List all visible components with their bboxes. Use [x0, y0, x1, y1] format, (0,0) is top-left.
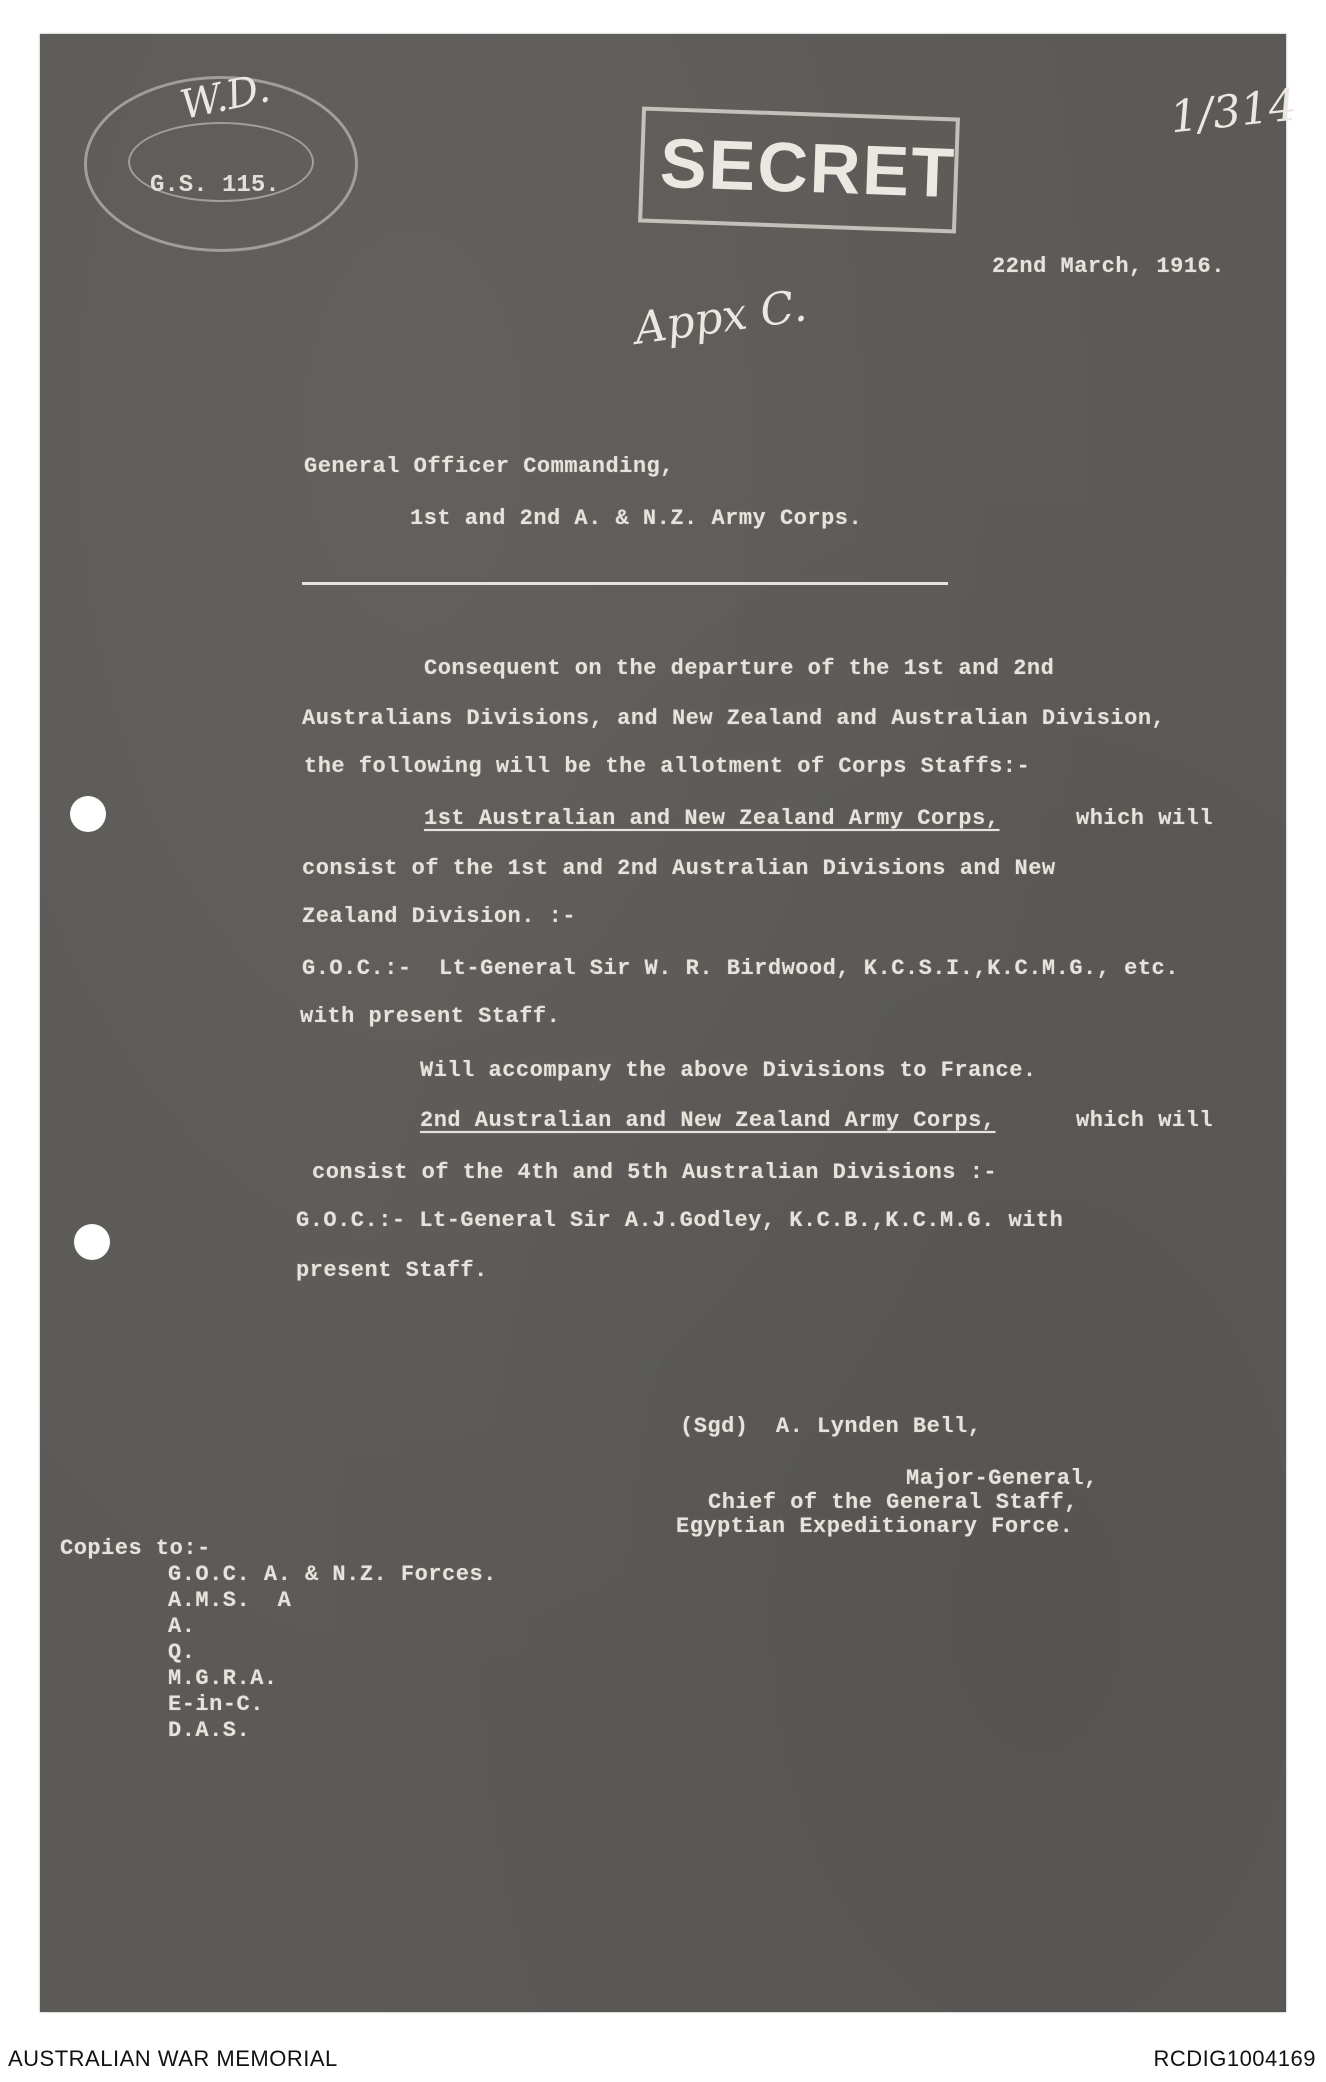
copies-recipient: A.M.S. A	[168, 1588, 292, 1613]
document-date: 22nd March, 1916.	[992, 254, 1225, 279]
corps-2-heading: 2nd Australian and New Zealand Army Corps,	[420, 1108, 996, 1133]
divider-rule	[302, 582, 948, 585]
corps-1-heading: 1st Australian and New Zealand Army Corps,	[424, 806, 1000, 831]
copies-recipient: E-in-C.	[168, 1692, 264, 1717]
archive-credit: AUSTRALIAN WAR MEMORIAL	[8, 2046, 338, 2071]
corps-1-line: consist of the 1st and 2nd Australian Divisions and New	[302, 856, 1056, 881]
corps-1-line: which will	[1076, 806, 1214, 831]
signature-title: Chief of the General Staff,	[708, 1490, 1078, 1515]
punch-hole-top	[70, 796, 106, 832]
punch-hole-bottom	[74, 1224, 110, 1260]
signature-force: Egyptian Expeditionary Force.	[676, 1514, 1074, 1539]
body-paragraph-line: Consequent on the departure of the 1st and 2nd	[424, 656, 1055, 681]
corps-1-line: Zealand Division. :-	[302, 904, 577, 929]
copies-recipient: Q.	[168, 1640, 196, 1665]
corps-2-line: which will	[1076, 1108, 1214, 1133]
copies-recipient: M.G.R.A.	[168, 1666, 278, 1691]
copies-heading: Copies to:-	[60, 1536, 211, 1561]
copies-recipient: D.A.S.	[168, 1718, 251, 1743]
folio-number: 1/314	[1167, 79, 1300, 144]
signature-name: (Sgd) A. Lynden Bell,	[680, 1414, 982, 1439]
corps-2-line: consist of the 4th and 5th Australian Divisions :-	[312, 1160, 998, 1185]
copies-recipient: A.	[168, 1614, 196, 1639]
signature-rank: Major-General,	[906, 1466, 1098, 1491]
body-paragraph-line: the following will be the allotment of Corps Staffs:-	[304, 754, 1031, 779]
appendix-annotation: Appx C.	[631, 280, 810, 355]
corps-1-goc: G.O.C.:- Lt-General Sir W. R. Birdwood, K.C.S.I.,K.C.M.G., etc.	[302, 956, 1179, 981]
corps-1-goc-staff: with present Staff.	[300, 1004, 561, 1029]
copies-recipient: G.O.C. A. & N.Z. Forces.	[168, 1562, 497, 1587]
classification-stamp: SECRET	[658, 123, 958, 213]
corps-2-goc-staff: present Staff.	[296, 1258, 488, 1283]
archive-reference: RCDIG1004169	[1153, 2046, 1316, 2071]
corps-1-note: Will accompany the above Divisions to France.	[420, 1058, 1037, 1083]
corps-2-goc: G.O.C.:- Lt-General Sir A.J.Godley, K.C.B.,K.C.M.G. with	[296, 1208, 1064, 1233]
body-paragraph-line: Australians Divisions, and New Zealand and Australian Division,	[302, 706, 1166, 731]
stamp-reference: G.S. 115.	[150, 172, 280, 199]
addressee-line-1: General Officer Commanding,	[304, 454, 674, 479]
addressee-line-2: 1st and 2nd A. & N.Z. Army Corps.	[410, 506, 863, 531]
handwritten-initials: W.D.	[176, 65, 274, 129]
